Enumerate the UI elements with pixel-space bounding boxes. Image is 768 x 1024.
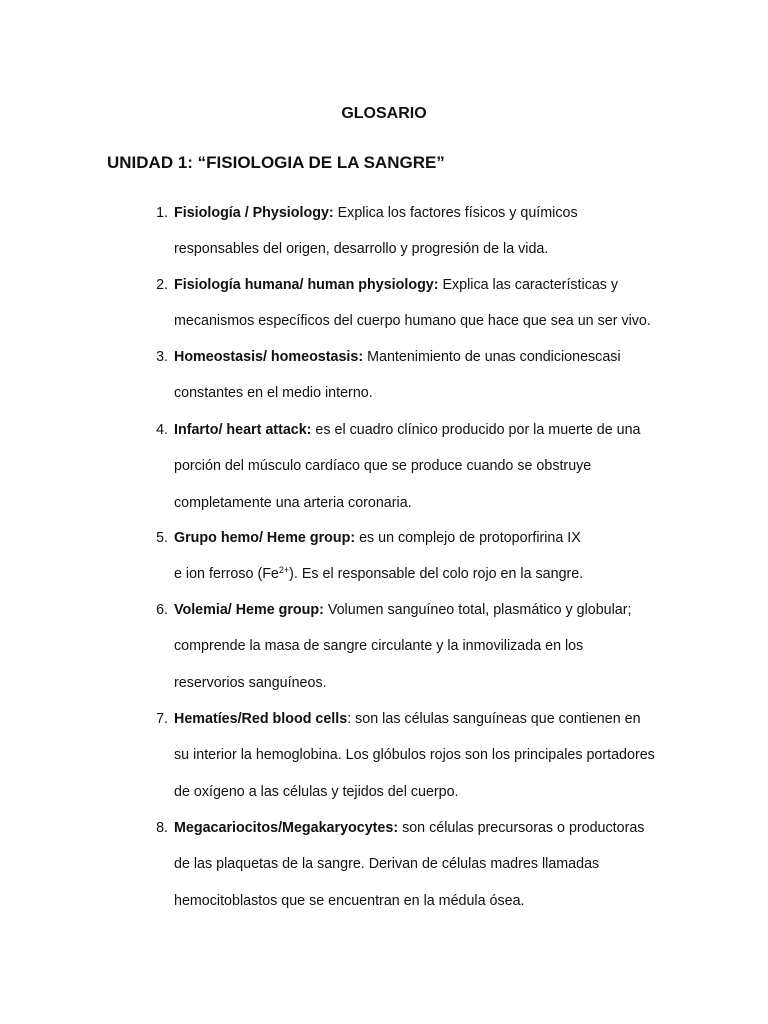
entry-line	[174, 556, 670, 592]
entry-line	[174, 195, 670, 231]
entry-body	[174, 701, 670, 810]
entry-term: Fisiología humana/ human physiology:	[174, 277, 439, 293]
entry-term: Grupo hemo/ Heme group:	[174, 530, 356, 546]
entry-line	[174, 810, 670, 846]
entry-line	[174, 267, 670, 303]
entry-number: 1.	[156, 205, 168, 221]
entry-number: 5.	[156, 530, 168, 546]
entry-line: su interior la hemoglobina. Los glóbulos rojos son los principales portadores	[174, 747, 655, 764]
entry-line: mecanismos específicos del cuerpo humano que hace que sea un ser vivo.	[174, 313, 651, 330]
entry-definition: : son las células sanguíneas que contienen en	[347, 711, 641, 727]
entry-body	[174, 412, 670, 521]
document-title: GLOSARIO	[341, 105, 427, 122]
entry-number: 6.	[156, 602, 168, 618]
entry-term: Homeostasis/ homeostasis:	[174, 349, 364, 365]
entry-definition: es un complejo de protoporfirina IX	[355, 530, 581, 546]
entry-line: de oxígeno a las células y tejidos del cuerpo.	[174, 783, 459, 800]
entry-number: 7.	[156, 711, 168, 727]
entry-line	[174, 339, 670, 375]
superscript-charge: 2+	[278, 565, 290, 576]
entry-body	[174, 592, 670, 701]
entry-number: 4.	[156, 422, 168, 438]
entry-line	[174, 701, 670, 737]
entry-line: reservorios sanguíneos.	[174, 674, 327, 691]
entry-number: 2.	[156, 277, 168, 293]
entry-definition: Mantenimiento de unas condicionescasi	[363, 349, 621, 365]
entry-term: Fisiología / Physiology:	[174, 205, 334, 221]
entry-line	[174, 412, 670, 448]
entry-line: porción del músculo cardíaco que se produce cuando se obstruye	[174, 458, 592, 475]
entry-text: e ion ferroso (Fe	[174, 566, 279, 583]
entry-body	[174, 520, 670, 593]
entry-number: 3.	[156, 349, 168, 365]
entry-text: ). Es el responsable del colo rojo en la sangre.	[289, 566, 584, 583]
entry-line	[174, 592, 670, 628]
entry-body	[174, 810, 670, 919]
entry-definition: es el cuadro clínico producido por la muerte de una	[311, 422, 641, 438]
entry-line	[174, 520, 670, 556]
entry-line: responsables del origen, desarrollo y progresión de la vida.	[174, 241, 549, 258]
entry-definition: Volumen sanguíneo total, plasmático y globular;	[323, 602, 632, 618]
entry-term: Hematíes/Red blood cells	[174, 711, 348, 727]
entry-line: comprende la masa de sangre circulante y la inmovilizada en los	[174, 638, 584, 655]
entry-body	[174, 339, 670, 412]
entry-term: Megacariocitos/Megakaryocytes:	[174, 820, 399, 836]
entry-line: completamente una arteria coronaria.	[174, 494, 412, 511]
entry-term: Infarto/ heart attack:	[174, 422, 312, 438]
entry-definition: son células precursoras o productoras	[398, 820, 645, 836]
entry-line: de las plaquetas de la sangre. Derivan de células madres llamadas	[174, 856, 600, 873]
entry-line: constantes en el medio interno.	[174, 385, 373, 402]
entry-definition: Explica los factores físicos y químicos	[333, 205, 578, 221]
entry-definition: Explica las características y	[438, 277, 619, 293]
unit-heading: UNIDAD 1: “FISIOLOGIA DE LA SANGRE”	[107, 153, 445, 172]
entry-body	[174, 195, 670, 268]
entry-term: Volemia/ Heme group:	[174, 602, 324, 618]
entry-number: 8.	[156, 820, 168, 836]
entry-body	[174, 267, 670, 340]
entry-line: hemocitoblastos que se encuentran en la médula ósea.	[174, 892, 525, 909]
